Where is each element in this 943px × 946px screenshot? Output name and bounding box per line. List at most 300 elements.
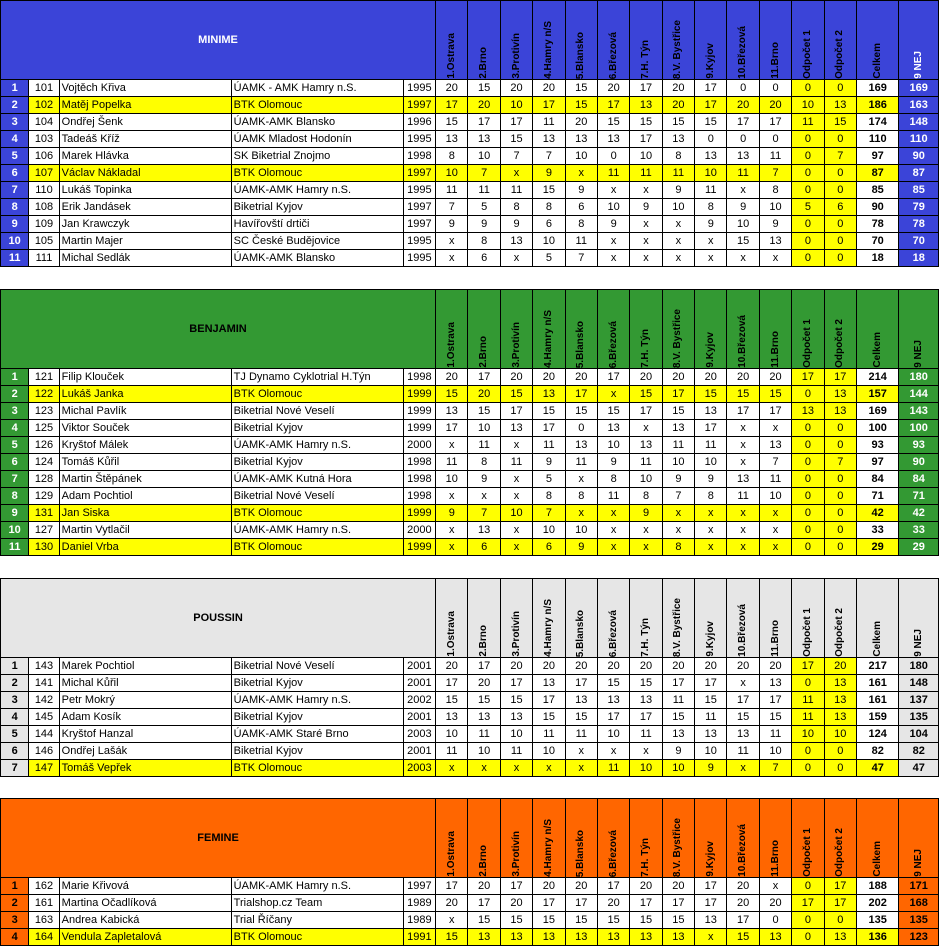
section-femine — [0, 798, 943, 946]
table-row — [1, 488, 939, 505]
race-score: 11 — [727, 743, 759, 760]
race-score: 13 — [533, 675, 565, 692]
column-header — [436, 579, 468, 658]
deduction-odp2: 15 — [824, 114, 856, 131]
total-score: 157 — [856, 386, 898, 403]
deduction-odp1: 0 — [792, 386, 824, 403]
race-score: 8 — [759, 182, 791, 199]
column-header — [630, 799, 662, 878]
race-score: 20 — [695, 658, 727, 675]
column-header — [727, 799, 759, 878]
column-header — [436, 799, 468, 878]
rank-cell: 2 — [1, 386, 29, 403]
start-number: 146 — [29, 743, 59, 760]
column-header-label: 7.H. Týn — [640, 618, 652, 657]
column-header-label: 6.Březová — [607, 320, 619, 368]
race-score: 20 — [468, 675, 500, 692]
column-header-label: 10.Březová — [737, 315, 749, 368]
race-score: 11 — [695, 709, 727, 726]
race-score: 11 — [630, 165, 662, 182]
race-score: 9 — [630, 505, 662, 522]
race-score: 8 — [597, 471, 629, 488]
deduction-odp2: 0 — [824, 743, 856, 760]
table-row — [1, 233, 939, 250]
deduction-odp1: 17 — [792, 369, 824, 386]
race-score: x — [468, 760, 500, 777]
birth-year: 1989 — [403, 912, 435, 929]
race-score: x — [630, 522, 662, 539]
race-score: 20 — [468, 878, 500, 895]
race-score: 9 — [597, 216, 629, 233]
club-name: Biketrial Kyjov — [231, 675, 403, 692]
column-header — [436, 1, 468, 80]
race-score: 17 — [662, 895, 694, 912]
club-name: BTK Olomouc — [231, 165, 403, 182]
best-9-score: 180 — [899, 369, 939, 386]
race-score: 15 — [727, 233, 759, 250]
race-score: 0 — [759, 912, 791, 929]
table-row — [1, 420, 939, 437]
rank-cell: 10 — [1, 233, 29, 250]
race-score: 13 — [759, 929, 791, 946]
column-header — [565, 799, 597, 878]
total-score: 82 — [856, 743, 898, 760]
race-score: x — [630, 420, 662, 437]
race-score: 15 — [565, 912, 597, 929]
column-header — [727, 579, 759, 658]
race-score: 15 — [695, 114, 727, 131]
race-score: 20 — [468, 97, 500, 114]
column-header-label: 2.Brno — [478, 845, 490, 877]
total-score: 124 — [856, 726, 898, 743]
race-score: x — [597, 250, 629, 267]
race-score: 15 — [468, 912, 500, 929]
race-score: x — [597, 522, 629, 539]
race-score: 20 — [436, 658, 468, 675]
column-header-label: 8.V. Bystřice — [672, 19, 684, 79]
column-header — [824, 290, 856, 369]
best-9-score: 33 — [899, 522, 939, 539]
race-score: 20 — [630, 369, 662, 386]
column-header-label: 5.Blansko — [575, 609, 587, 657]
birth-year: 1995 — [403, 131, 435, 148]
race-score: x — [597, 743, 629, 760]
best-9-score: 29 — [899, 539, 939, 556]
rider-name: Marek Hlávka — [59, 148, 231, 165]
club-name: ÚAMK-AMK Kutná Hora — [231, 471, 403, 488]
rank-cell: 4 — [1, 709, 29, 726]
best-9-score: 169 — [899, 80, 939, 97]
race-score: x — [500, 539, 532, 556]
column-header — [500, 290, 532, 369]
race-score: 9 — [468, 216, 500, 233]
deduction-odp2: 17 — [824, 369, 856, 386]
race-score: x — [597, 505, 629, 522]
column-header-label: 7.H. Týn — [640, 838, 652, 877]
race-score: 10 — [597, 437, 629, 454]
total-score: 70 — [856, 233, 898, 250]
column-header — [468, 1, 500, 80]
deduction-odp1: 11 — [792, 709, 824, 726]
column-header-label: 10.Březová — [737, 824, 749, 877]
race-score: 13 — [662, 131, 694, 148]
race-score: x — [759, 522, 791, 539]
column-header — [533, 1, 565, 80]
column-header-label: 11.Brno — [769, 620, 781, 657]
race-score: x — [727, 454, 759, 471]
race-score: 10 — [662, 199, 694, 216]
best-9-score: 18 — [899, 250, 939, 267]
race-score: x — [597, 386, 629, 403]
race-score: 6 — [468, 539, 500, 556]
birth-year: 1991 — [403, 929, 435, 946]
race-score: x — [695, 250, 727, 267]
race-score: 8 — [533, 488, 565, 505]
race-score: x — [662, 250, 694, 267]
race-score: 13 — [468, 929, 500, 946]
race-score: x — [759, 878, 791, 895]
race-score: 0 — [759, 131, 791, 148]
race-score: 11 — [468, 726, 500, 743]
race-score: 17 — [500, 675, 532, 692]
best-9-score: 163 — [899, 97, 939, 114]
birth-year: 1998 — [403, 369, 435, 386]
race-score: 15 — [759, 386, 791, 403]
birth-year: 1999 — [403, 403, 435, 420]
start-number: 109 — [29, 216, 59, 233]
table-row — [1, 80, 939, 97]
race-score: x — [630, 539, 662, 556]
rider-name: Andrea Kabická — [59, 912, 231, 929]
race-score: 15 — [565, 709, 597, 726]
birth-year: 1999 — [403, 386, 435, 403]
race-score: 10 — [662, 760, 694, 777]
deduction-odp1: 0 — [792, 131, 824, 148]
total-score: 47 — [856, 760, 898, 777]
race-score: 13 — [468, 131, 500, 148]
column-header-label: 4.Hamry n/S — [542, 599, 554, 657]
race-score: 15 — [565, 80, 597, 97]
race-score: x — [727, 539, 759, 556]
race-score: 17 — [533, 420, 565, 437]
best-9-score: 135 — [899, 709, 939, 726]
club-name: BTK Olomouc — [231, 505, 403, 522]
race-score: 20 — [565, 878, 597, 895]
race-score: 7 — [436, 199, 468, 216]
race-score: 6 — [533, 539, 565, 556]
column-header-label: 5.Blansko — [575, 320, 587, 368]
rank-cell: 4 — [1, 131, 29, 148]
start-number: 106 — [29, 148, 59, 165]
rider-name: Adam Kosík — [59, 709, 231, 726]
table-row — [1, 692, 939, 709]
birth-year: 2001 — [403, 743, 435, 760]
best-9-score: 90 — [899, 148, 939, 165]
column-header-label: 11.Brno — [769, 840, 781, 877]
total-score: 97 — [856, 454, 898, 471]
race-score: 17 — [630, 709, 662, 726]
rank-cell: 7 — [1, 760, 29, 777]
race-score: 10 — [436, 165, 468, 182]
rank-cell: 6 — [1, 165, 29, 182]
race-score: 15 — [727, 386, 759, 403]
race-score: 10 — [759, 199, 791, 216]
race-score: 9 — [468, 471, 500, 488]
deduction-odp2: 10 — [824, 726, 856, 743]
race-score: 10 — [759, 488, 791, 505]
race-score: x — [759, 505, 791, 522]
race-score: 11 — [630, 454, 662, 471]
table-row — [1, 437, 939, 454]
race-score: 15 — [597, 403, 629, 420]
race-score: 11 — [630, 726, 662, 743]
column-header — [856, 1, 898, 80]
column-header — [899, 290, 939, 369]
start-number: 104 — [29, 114, 59, 131]
race-score: 20 — [500, 658, 532, 675]
column-header — [899, 799, 939, 878]
column-header-label: Odpočet 1 — [801, 608, 813, 657]
race-score: 9 — [533, 165, 565, 182]
race-score: 13 — [662, 929, 694, 946]
race-score: 15 — [500, 912, 532, 929]
total-score: 161 — [856, 675, 898, 692]
deduction-odp2: 13 — [824, 692, 856, 709]
race-score: 20 — [662, 658, 694, 675]
birth-year: 2001 — [403, 675, 435, 692]
race-score: 0 — [597, 148, 629, 165]
race-score: x — [436, 539, 468, 556]
results-table-minime — [0, 0, 939, 267]
start-number: 145 — [29, 709, 59, 726]
race-score: 13 — [695, 726, 727, 743]
best-9-score: 70 — [899, 233, 939, 250]
deduction-odp1: 0 — [792, 80, 824, 97]
race-score: x — [565, 165, 597, 182]
race-score: 15 — [630, 114, 662, 131]
race-score: 15 — [597, 675, 629, 692]
column-header — [792, 799, 824, 878]
race-score: 17 — [597, 369, 629, 386]
birth-year: 1995 — [403, 233, 435, 250]
table-row — [1, 912, 939, 929]
column-header-label: 9 NEJ — [912, 849, 924, 877]
column-header-label: 8.V. Bystřice — [672, 817, 684, 877]
race-score: 8 — [695, 488, 727, 505]
birth-year: 1997 — [403, 878, 435, 895]
column-header — [899, 579, 939, 658]
deduction-odp2: 0 — [824, 539, 856, 556]
race-score: 20 — [727, 369, 759, 386]
race-score: 9 — [565, 182, 597, 199]
race-score: 15 — [759, 709, 791, 726]
race-score: 10 — [565, 148, 597, 165]
race-score: 17 — [695, 878, 727, 895]
table-row — [1, 505, 939, 522]
birth-year: 1998 — [403, 471, 435, 488]
club-name: Biketrial Kyjov — [231, 743, 403, 760]
best-9-score: 82 — [899, 743, 939, 760]
start-number: 164 — [29, 929, 59, 946]
race-score: 15 — [468, 692, 500, 709]
race-score: x — [565, 743, 597, 760]
results-table-poussin — [0, 578, 939, 777]
deduction-odp2: 0 — [824, 250, 856, 267]
column-header-label: 9 NEJ — [912, 340, 924, 368]
race-score: 20 — [597, 658, 629, 675]
table-row — [1, 675, 939, 692]
column-header-label: Odpočet 1 — [801, 30, 813, 79]
race-score: x — [565, 505, 597, 522]
race-score: 11 — [565, 454, 597, 471]
deduction-odp1: 0 — [792, 471, 824, 488]
race-score: 13 — [565, 929, 597, 946]
rider-name: Kryštof Málek — [59, 437, 231, 454]
race-score: x — [630, 233, 662, 250]
race-score: 13 — [500, 709, 532, 726]
race-score: 15 — [727, 929, 759, 946]
start-number: 125 — [29, 420, 59, 437]
race-score: 0 — [759, 80, 791, 97]
race-score: 11 — [662, 437, 694, 454]
table-row — [1, 522, 939, 539]
race-score: 20 — [500, 369, 532, 386]
race-score: 11 — [759, 148, 791, 165]
deduction-odp1: 0 — [792, 437, 824, 454]
total-score: 90 — [856, 199, 898, 216]
birth-year: 2002 — [403, 692, 435, 709]
deduction-odp1: 0 — [792, 929, 824, 946]
birth-year: 1989 — [403, 895, 435, 912]
race-score: x — [597, 539, 629, 556]
start-number: 144 — [29, 726, 59, 743]
total-score: 174 — [856, 114, 898, 131]
birth-year: 1999 — [403, 539, 435, 556]
table-row — [1, 709, 939, 726]
race-score: 10 — [436, 726, 468, 743]
column-header-label: 1.Ostrava — [445, 322, 457, 368]
total-score: 202 — [856, 895, 898, 912]
total-score: 93 — [856, 437, 898, 454]
race-score: 17 — [565, 895, 597, 912]
race-score: x — [695, 522, 727, 539]
race-score: 13 — [630, 437, 662, 454]
race-score: 20 — [436, 895, 468, 912]
race-score: 13 — [500, 420, 532, 437]
column-header — [662, 799, 694, 878]
rank-cell: 1 — [1, 658, 29, 675]
race-score: 9 — [662, 182, 694, 199]
rank-cell: 7 — [1, 182, 29, 199]
race-score: 8 — [468, 233, 500, 250]
race-score: 13 — [727, 148, 759, 165]
race-score: 9 — [662, 471, 694, 488]
race-score: 13 — [695, 148, 727, 165]
club-name: SC České Budějovice — [231, 233, 403, 250]
race-score: 15 — [695, 692, 727, 709]
race-score: x — [727, 505, 759, 522]
race-score: x — [695, 539, 727, 556]
race-score: 13 — [662, 726, 694, 743]
race-score: 11 — [597, 488, 629, 505]
rank-cell: 1 — [1, 369, 29, 386]
race-score: 8 — [565, 216, 597, 233]
race-score: 15 — [662, 114, 694, 131]
rank-cell: 1 — [1, 80, 29, 97]
race-score: 15 — [500, 692, 532, 709]
rank-cell: 7 — [1, 471, 29, 488]
race-score: x — [468, 488, 500, 505]
best-9-score: 104 — [899, 726, 939, 743]
total-score: 188 — [856, 878, 898, 895]
race-score: x — [597, 233, 629, 250]
race-score: 17 — [436, 878, 468, 895]
race-score: 17 — [630, 403, 662, 420]
table-row — [1, 386, 939, 403]
race-score: 20 — [533, 80, 565, 97]
table-row — [1, 216, 939, 233]
club-name: Biketrial Kyjov — [231, 420, 403, 437]
rank-cell: 6 — [1, 454, 29, 471]
column-header — [662, 290, 694, 369]
race-score: 20 — [500, 80, 532, 97]
race-score: 10 — [662, 454, 694, 471]
race-score: 17 — [662, 386, 694, 403]
race-score: 15 — [533, 912, 565, 929]
race-score: 11 — [759, 471, 791, 488]
race-score: 8 — [662, 148, 694, 165]
column-header-label: Odpočet 2 — [834, 828, 846, 877]
rank-cell: 8 — [1, 488, 29, 505]
rider-name: Lukáš Topinka — [59, 182, 231, 199]
race-score: 17 — [533, 692, 565, 709]
rider-name: Tomáš Kůřil — [59, 454, 231, 471]
race-score: 10 — [630, 471, 662, 488]
club-name: Biketrial Nové Veselí — [231, 403, 403, 420]
start-number: 110 — [29, 182, 59, 199]
race-score: x — [436, 437, 468, 454]
race-score: 17 — [500, 403, 532, 420]
race-score: x — [500, 437, 532, 454]
race-score: 11 — [662, 692, 694, 709]
total-score: 186 — [856, 97, 898, 114]
table-row — [1, 760, 939, 777]
race-score: 20 — [436, 80, 468, 97]
race-score: x — [533, 760, 565, 777]
column-header — [630, 1, 662, 80]
deduction-odp2: 7 — [824, 454, 856, 471]
rank-cell: 4 — [1, 420, 29, 437]
race-score: 11 — [436, 743, 468, 760]
start-number: 143 — [29, 658, 59, 675]
race-score: 10 — [468, 148, 500, 165]
rider-name: Kryštof Hanzal — [59, 726, 231, 743]
race-score: x — [759, 420, 791, 437]
race-score: 8 — [500, 199, 532, 216]
race-score: 13 — [500, 929, 532, 946]
deduction-odp2: 17 — [824, 895, 856, 912]
race-score: 17 — [727, 692, 759, 709]
birth-year: 1997 — [403, 199, 435, 216]
race-score: 17 — [727, 403, 759, 420]
race-score: x — [500, 488, 532, 505]
race-score: 17 — [500, 114, 532, 131]
column-header — [500, 579, 532, 658]
deduction-odp1: 0 — [792, 148, 824, 165]
club-name: ÚAMK-AMK Blansko — [231, 114, 403, 131]
race-score: 10 — [533, 522, 565, 539]
birth-year: 1997 — [403, 165, 435, 182]
